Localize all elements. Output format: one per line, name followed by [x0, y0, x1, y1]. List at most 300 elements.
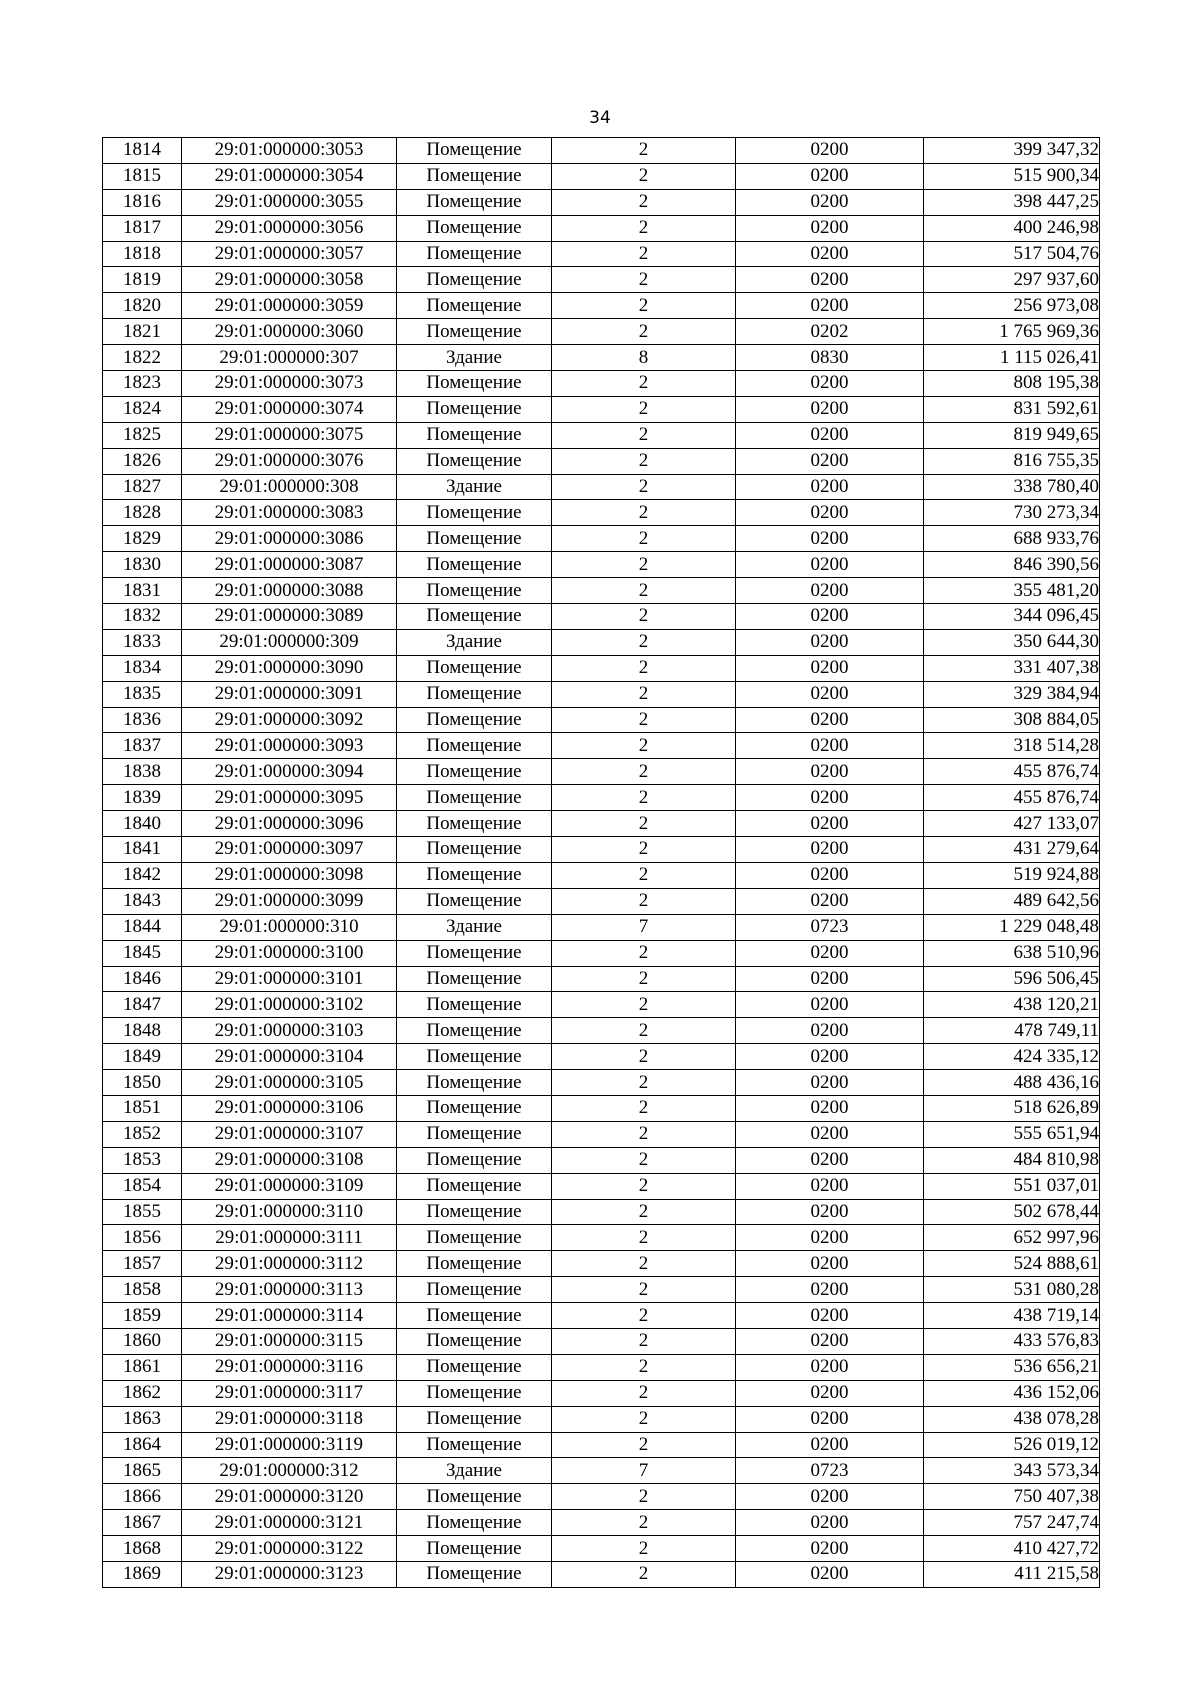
value-cell: 518 626,89	[924, 1095, 1100, 1121]
table-row	[103, 655, 1100, 681]
code-cell: 0200	[736, 1147, 924, 1173]
object-type-cell: Помещение	[397, 1561, 552, 1587]
code-cell: 0200	[736, 1510, 924, 1536]
row-number-cell: 1819	[103, 267, 182, 293]
cadastral-number-cell: 29:01:000000:3088	[182, 578, 397, 604]
table-row	[103, 293, 1100, 319]
table-row	[103, 1328, 1100, 1354]
cadastral-number-cell: 29:01:000000:3111	[182, 1225, 397, 1251]
value-cell: 399 347,32	[924, 138, 1100, 164]
code-cell: 0723	[736, 1458, 924, 1484]
group-cell: 2	[552, 1173, 736, 1199]
value-cell: 433 576,83	[924, 1328, 1100, 1354]
object-type-cell: Помещение	[397, 837, 552, 863]
object-type-cell: Помещение	[397, 293, 552, 319]
code-cell: 0200	[736, 1406, 924, 1432]
row-number-cell: 1836	[103, 707, 182, 733]
value-cell: 455 876,74	[924, 759, 1100, 785]
row-number-cell: 1818	[103, 241, 182, 267]
value-cell: 256 973,08	[924, 293, 1100, 319]
group-cell: 2	[552, 1225, 736, 1251]
row-number-cell: 1823	[103, 371, 182, 397]
value-cell: 757 247,74	[924, 1510, 1100, 1536]
value-cell: 831 592,61	[924, 396, 1100, 422]
value-cell: 431 279,64	[924, 837, 1100, 863]
object-type-cell: Помещение	[397, 655, 552, 681]
code-cell: 0200	[736, 733, 924, 759]
object-type-cell: Помещение	[397, 992, 552, 1018]
group-cell: 2	[552, 759, 736, 785]
cadastral-number-cell: 29:01:000000:307	[182, 345, 397, 371]
group-cell: 2	[552, 163, 736, 189]
object-type-cell: Помещение	[397, 1328, 552, 1354]
value-cell: 1 115 026,41	[924, 345, 1100, 371]
cadastral-number-cell: 29:01:000000:3089	[182, 604, 397, 630]
table-row	[103, 681, 1100, 707]
code-cell: 0200	[736, 500, 924, 526]
group-cell: 2	[552, 629, 736, 655]
row-number-cell: 1824	[103, 396, 182, 422]
object-type-cell: Помещение	[397, 1484, 552, 1510]
code-cell: 0200	[736, 1328, 924, 1354]
object-type-cell: Помещение	[397, 1303, 552, 1329]
cadastral-number-cell: 29:01:000000:3110	[182, 1199, 397, 1225]
object-type-cell: Помещение	[397, 267, 552, 293]
object-type-cell: Помещение	[397, 1147, 552, 1173]
object-type-cell: Помещение	[397, 448, 552, 474]
cadastral-value-table	[102, 137, 1100, 1588]
row-number-cell: 1863	[103, 1406, 182, 1432]
cadastral-number-cell: 29:01:000000:3098	[182, 862, 397, 888]
object-type-cell: Помещение	[397, 759, 552, 785]
cadastral-number-cell: 29:01:000000:3107	[182, 1121, 397, 1147]
page-number: 34	[589, 108, 611, 128]
table-row	[103, 371, 1100, 397]
row-number-cell: 1845	[103, 940, 182, 966]
cadastral-number-cell: 29:01:000000:3106	[182, 1095, 397, 1121]
value-cell: 400 246,98	[924, 215, 1100, 241]
object-type-cell: Помещение	[397, 604, 552, 630]
group-cell: 2	[552, 1018, 736, 1044]
value-cell: 524 888,61	[924, 1251, 1100, 1277]
value-cell: 478 749,11	[924, 1018, 1100, 1044]
row-number-cell: 1867	[103, 1510, 182, 1536]
group-cell: 2	[552, 1199, 736, 1225]
code-cell: 0200	[736, 526, 924, 552]
object-type-cell: Здание	[397, 914, 552, 940]
cadastral-number-cell: 29:01:000000:3112	[182, 1251, 397, 1277]
value-cell: 531 080,28	[924, 1277, 1100, 1303]
cadastral-number-cell: 29:01:000000:3091	[182, 681, 397, 707]
table-row	[103, 1070, 1100, 1096]
cadastral-number-cell: 29:01:000000:3109	[182, 1173, 397, 1199]
group-cell: 2	[552, 681, 736, 707]
row-number-cell: 1834	[103, 655, 182, 681]
group-cell: 2	[552, 1147, 736, 1173]
row-number-cell: 1821	[103, 319, 182, 345]
table-row	[103, 1199, 1100, 1225]
value-cell: 331 407,38	[924, 655, 1100, 681]
object-type-cell: Помещение	[397, 422, 552, 448]
table-row	[103, 1225, 1100, 1251]
object-type-cell: Помещение	[397, 578, 552, 604]
table-row	[103, 837, 1100, 863]
table-body	[103, 138, 1100, 1588]
value-cell: 488 436,16	[924, 1070, 1100, 1096]
object-type-cell: Помещение	[397, 1380, 552, 1406]
code-cell: 0200	[736, 138, 924, 164]
value-cell: 750 407,38	[924, 1484, 1100, 1510]
row-number-cell: 1825	[103, 422, 182, 448]
code-cell: 0200	[736, 681, 924, 707]
table-row	[103, 267, 1100, 293]
cadastral-number-cell: 29:01:000000:3057	[182, 241, 397, 267]
value-cell: 489 642,56	[924, 888, 1100, 914]
object-type-cell: Помещение	[397, 138, 552, 164]
object-type-cell: Помещение	[397, 1070, 552, 1096]
cadastral-number-cell: 29:01:000000:3087	[182, 552, 397, 578]
table-row	[103, 914, 1100, 940]
object-type-cell: Помещение	[397, 319, 552, 345]
table-row	[103, 500, 1100, 526]
row-number-cell: 1859	[103, 1303, 182, 1329]
table-row	[103, 1044, 1100, 1070]
cadastral-number-cell: 29:01:000000:3056	[182, 215, 397, 241]
table-row	[103, 1510, 1100, 1536]
row-number-cell: 1848	[103, 1018, 182, 1044]
value-cell: 329 384,94	[924, 681, 1100, 707]
cadastral-number-cell: 29:01:000000:3083	[182, 500, 397, 526]
group-cell: 2	[552, 189, 736, 215]
group-cell: 2	[552, 371, 736, 397]
cadastral-number-cell: 29:01:000000:3113	[182, 1277, 397, 1303]
cadastral-number-cell: 29:01:000000:3118	[182, 1406, 397, 1432]
value-cell: 438 719,14	[924, 1303, 1100, 1329]
group-cell: 2	[552, 422, 736, 448]
row-number-cell: 1861	[103, 1354, 182, 1380]
cadastral-number-cell: 29:01:000000:3093	[182, 733, 397, 759]
value-cell: 551 037,01	[924, 1173, 1100, 1199]
value-cell: 519 924,88	[924, 862, 1100, 888]
group-cell: 2	[552, 1044, 736, 1070]
group-cell: 2	[552, 604, 736, 630]
group-cell: 2	[552, 1406, 736, 1432]
code-cell: 0200	[736, 1070, 924, 1096]
cadastral-number-cell: 29:01:000000:3119	[182, 1432, 397, 1458]
table-row	[103, 319, 1100, 345]
cadastral-number-cell: 29:01:000000:3121	[182, 1510, 397, 1536]
row-number-cell: 1820	[103, 293, 182, 319]
row-number-cell: 1843	[103, 888, 182, 914]
code-cell: 0200	[736, 163, 924, 189]
object-type-cell: Помещение	[397, 1095, 552, 1121]
row-number-cell: 1851	[103, 1095, 182, 1121]
row-number-cell: 1830	[103, 552, 182, 578]
group-cell: 2	[552, 1328, 736, 1354]
code-cell: 0200	[736, 629, 924, 655]
table-row	[103, 862, 1100, 888]
row-number-cell: 1832	[103, 604, 182, 630]
object-type-cell: Помещение	[397, 888, 552, 914]
value-cell: 427 133,07	[924, 811, 1100, 837]
cadastral-number-cell: 29:01:000000:3105	[182, 1070, 397, 1096]
table-row	[103, 733, 1100, 759]
table-row	[103, 759, 1100, 785]
value-cell: 1 765 969,36	[924, 319, 1100, 345]
cadastral-number-cell: 29:01:000000:3099	[182, 888, 397, 914]
cadastral-number-cell: 29:01:000000:3058	[182, 267, 397, 293]
cadastral-number-cell: 29:01:000000:3053	[182, 138, 397, 164]
row-number-cell: 1869	[103, 1561, 182, 1587]
value-cell: 536 656,21	[924, 1354, 1100, 1380]
row-number-cell: 1841	[103, 837, 182, 863]
cadastral-number-cell: 29:01:000000:312	[182, 1458, 397, 1484]
table-row	[103, 992, 1100, 1018]
object-type-cell: Помещение	[397, 681, 552, 707]
cadastral-number-cell: 29:01:000000:3116	[182, 1354, 397, 1380]
group-cell: 2	[552, 1484, 736, 1510]
row-number-cell: 1842	[103, 862, 182, 888]
table-row	[103, 1432, 1100, 1458]
row-number-cell: 1856	[103, 1225, 182, 1251]
value-cell: 338 780,40	[924, 474, 1100, 500]
table-row	[103, 1121, 1100, 1147]
object-type-cell: Помещение	[397, 707, 552, 733]
cadastral-number-cell: 29:01:000000:3086	[182, 526, 397, 552]
group-cell: 2	[552, 1510, 736, 1536]
code-cell: 0200	[736, 552, 924, 578]
code-cell: 0200	[736, 215, 924, 241]
code-cell: 0200	[736, 396, 924, 422]
object-type-cell: Помещение	[397, 1121, 552, 1147]
value-cell: 555 651,94	[924, 1121, 1100, 1147]
value-cell: 808 195,38	[924, 371, 1100, 397]
value-cell: 297 937,60	[924, 267, 1100, 293]
code-cell: 0200	[736, 578, 924, 604]
code-cell: 0200	[736, 785, 924, 811]
row-number-cell: 1850	[103, 1070, 182, 1096]
table-row	[103, 1354, 1100, 1380]
table-row	[103, 888, 1100, 914]
table-row	[103, 1303, 1100, 1329]
code-cell: 0200	[736, 371, 924, 397]
object-type-cell: Помещение	[397, 500, 552, 526]
cadastral-number-cell: 29:01:000000:3102	[182, 992, 397, 1018]
row-number-cell: 1865	[103, 1458, 182, 1484]
code-cell: 0200	[736, 422, 924, 448]
table-row	[103, 1484, 1100, 1510]
code-cell: 0200	[736, 1225, 924, 1251]
object-type-cell: Помещение	[397, 1277, 552, 1303]
cadastral-number-cell: 29:01:000000:3115	[182, 1328, 397, 1354]
group-cell: 2	[552, 1561, 736, 1587]
value-cell: 517 504,76	[924, 241, 1100, 267]
table-row	[103, 163, 1100, 189]
group-cell: 2	[552, 1095, 736, 1121]
code-cell: 0200	[736, 1277, 924, 1303]
object-type-cell: Помещение	[397, 526, 552, 552]
row-number-cell: 1852	[103, 1121, 182, 1147]
group-cell: 2	[552, 1536, 736, 1562]
row-number-cell: 1816	[103, 189, 182, 215]
cadastral-number-cell: 29:01:000000:310	[182, 914, 397, 940]
row-number-cell: 1828	[103, 500, 182, 526]
row-number-cell: 1831	[103, 578, 182, 604]
code-cell: 0200	[736, 1251, 924, 1277]
cadastral-number-cell: 29:01:000000:3120	[182, 1484, 397, 1510]
row-number-cell: 1847	[103, 992, 182, 1018]
value-cell: 730 273,34	[924, 500, 1100, 526]
code-cell: 0200	[736, 1432, 924, 1458]
group-cell: 2	[552, 1277, 736, 1303]
object-type-cell: Помещение	[397, 215, 552, 241]
group-cell: 2	[552, 733, 736, 759]
code-cell: 0200	[736, 1536, 924, 1562]
table-row	[103, 1406, 1100, 1432]
group-cell: 2	[552, 396, 736, 422]
value-cell: 526 019,12	[924, 1432, 1100, 1458]
value-cell: 652 997,96	[924, 1225, 1100, 1251]
row-number-cell: 1862	[103, 1380, 182, 1406]
object-type-cell: Помещение	[397, 189, 552, 215]
code-cell: 0200	[736, 759, 924, 785]
object-type-cell: Помещение	[397, 1536, 552, 1562]
group-cell: 2	[552, 552, 736, 578]
value-cell: 398 447,25	[924, 189, 1100, 215]
row-number-cell: 1827	[103, 474, 182, 500]
row-number-cell: 1864	[103, 1432, 182, 1458]
object-type-cell: Помещение	[397, 1018, 552, 1044]
cadastral-number-cell: 29:01:000000:3122	[182, 1536, 397, 1562]
group-cell: 2	[552, 992, 736, 1018]
cadastral-number-cell: 29:01:000000:3055	[182, 189, 397, 215]
object-type-cell: Помещение	[397, 733, 552, 759]
code-cell: 0723	[736, 914, 924, 940]
object-type-cell: Помещение	[397, 1354, 552, 1380]
table-row	[103, 396, 1100, 422]
table-row	[103, 1173, 1100, 1199]
code-cell: 0200	[736, 655, 924, 681]
value-cell: 819 949,65	[924, 422, 1100, 448]
group-cell: 2	[552, 862, 736, 888]
object-type-cell: Помещение	[397, 940, 552, 966]
table-row	[103, 138, 1100, 164]
row-number-cell: 1839	[103, 785, 182, 811]
value-cell: 502 678,44	[924, 1199, 1100, 1225]
object-type-cell: Помещение	[397, 1199, 552, 1225]
code-cell: 0200	[736, 1354, 924, 1380]
table-row	[103, 785, 1100, 811]
row-number-cell: 1868	[103, 1536, 182, 1562]
table-row	[103, 578, 1100, 604]
value-cell: 411 215,58	[924, 1561, 1100, 1587]
cadastral-number-cell: 29:01:000000:3060	[182, 319, 397, 345]
cadastral-number-cell: 29:01:000000:309	[182, 629, 397, 655]
object-type-cell: Здание	[397, 345, 552, 371]
code-cell: 0200	[736, 1044, 924, 1070]
value-cell: 846 390,56	[924, 552, 1100, 578]
group-cell: 2	[552, 500, 736, 526]
group-cell: 7	[552, 1458, 736, 1484]
group-cell: 2	[552, 1380, 736, 1406]
code-cell: 0200	[736, 267, 924, 293]
group-cell: 2	[552, 138, 736, 164]
table-row	[103, 526, 1100, 552]
group-cell: 2	[552, 474, 736, 500]
code-cell: 0200	[736, 293, 924, 319]
code-cell: 0200	[736, 888, 924, 914]
table-row	[103, 474, 1100, 500]
group-cell: 2	[552, 215, 736, 241]
row-number-cell: 1817	[103, 215, 182, 241]
object-type-cell: Помещение	[397, 1044, 552, 1070]
group-cell: 2	[552, 655, 736, 681]
table-row	[103, 189, 1100, 215]
group-cell: 8	[552, 345, 736, 371]
code-cell: 0200	[736, 1561, 924, 1587]
code-cell: 0200	[736, 1380, 924, 1406]
table-row	[103, 604, 1100, 630]
code-cell: 0200	[736, 1018, 924, 1044]
value-cell: 318 514,28	[924, 733, 1100, 759]
group-cell: 2	[552, 319, 736, 345]
group-cell: 2	[552, 707, 736, 733]
cadastral-number-cell: 29:01:000000:3097	[182, 837, 397, 863]
code-cell: 0200	[736, 448, 924, 474]
table-row	[103, 1147, 1100, 1173]
cadastral-number-cell: 29:01:000000:3074	[182, 396, 397, 422]
value-cell: 638 510,96	[924, 940, 1100, 966]
object-type-cell: Помещение	[397, 1406, 552, 1432]
object-type-cell: Помещение	[397, 241, 552, 267]
row-number-cell: 1860	[103, 1328, 182, 1354]
cadastral-number-cell: 29:01:000000:3059	[182, 293, 397, 319]
code-cell: 0200	[736, 189, 924, 215]
table-row	[103, 707, 1100, 733]
object-type-cell: Помещение	[397, 371, 552, 397]
object-type-cell: Помещение	[397, 1225, 552, 1251]
group-cell: 2	[552, 241, 736, 267]
code-cell: 0200	[736, 1095, 924, 1121]
table-row	[103, 1536, 1100, 1562]
object-type-cell: Помещение	[397, 811, 552, 837]
object-type-cell: Помещение	[397, 1432, 552, 1458]
code-cell: 0200	[736, 940, 924, 966]
code-cell: 0200	[736, 992, 924, 1018]
code-cell: 0200	[736, 1121, 924, 1147]
object-type-cell: Здание	[397, 629, 552, 655]
value-cell: 308 884,05	[924, 707, 1100, 733]
cadastral-number-cell: 29:01:000000:3103	[182, 1018, 397, 1044]
table-row	[103, 629, 1100, 655]
value-cell: 344 096,45	[924, 604, 1100, 630]
object-type-cell: Помещение	[397, 163, 552, 189]
group-cell: 2	[552, 1303, 736, 1329]
value-cell: 343 573,34	[924, 1458, 1100, 1484]
cadastral-number-cell: 29:01:000000:3117	[182, 1380, 397, 1406]
value-cell: 484 810,98	[924, 1147, 1100, 1173]
cadastral-number-cell: 29:01:000000:3114	[182, 1303, 397, 1329]
object-type-cell: Помещение	[397, 1251, 552, 1277]
object-type-cell: Помещение	[397, 1510, 552, 1536]
table-row	[103, 1277, 1100, 1303]
table-row	[103, 940, 1100, 966]
code-cell: 0200	[736, 1199, 924, 1225]
table-row	[103, 345, 1100, 371]
object-type-cell: Помещение	[397, 862, 552, 888]
code-cell: 0200	[736, 966, 924, 992]
code-cell: 0200	[736, 604, 924, 630]
